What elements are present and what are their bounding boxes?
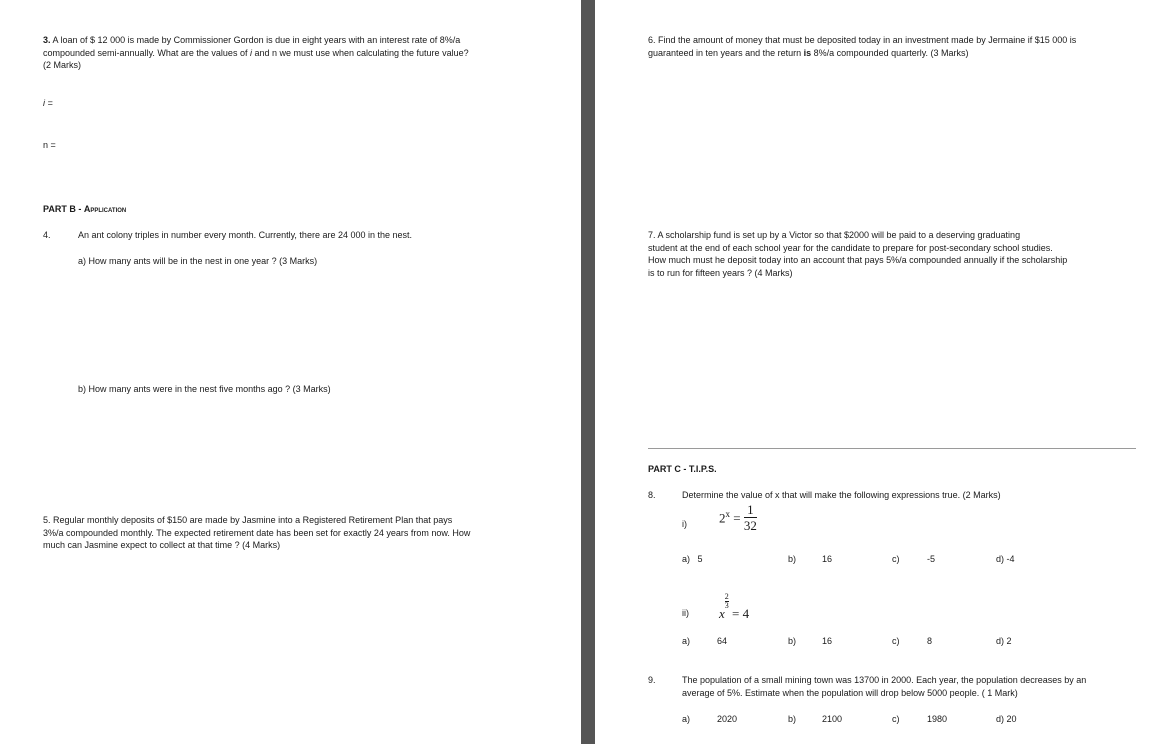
q9-option-b-value: 2100	[822, 714, 843, 724]
page-divider	[581, 0, 595, 744]
q8-ii-option-b: b)	[788, 636, 797, 646]
part-b-heading	[43, 203, 126, 216]
part-b-title: Application	[83, 204, 127, 214]
q3-marks: (2 Marks)	[43, 60, 81, 70]
q8-i-base: 2	[719, 510, 726, 526]
q3-line2b: and n we must use when calculating the future value?	[251, 47, 469, 58]
q7-line2: student at the end of each school year for the candidate to prepare for post-secondary school studies.	[648, 242, 1053, 253]
q8-i-equals: =	[733, 510, 741, 526]
q5-line2: 3%/a compounded monthly. The expected retirement date has been set for exactly 24 years from now. How	[43, 527, 471, 538]
q8-i-option-c-value: -5	[927, 554, 936, 564]
q7-line4: is to run for fifteen years ? (4 Marks)	[648, 267, 793, 278]
q8-ii-option-d: d) 2	[996, 636, 1012, 646]
q9-option-c-value: 1980	[927, 714, 948, 724]
q6-line2-bold: is	[803, 47, 812, 58]
q3-line1: A loan of $ 12 000 is made by Commissioner Gordon is due in eight years with an interest rate of 8%/a	[50, 35, 461, 45]
q8-i-option-c: c)	[892, 554, 900, 564]
q5-line1: 5. Regular monthly deposits of $150 are made by Jasmine into a Registered Retirement Plan that pays	[43, 515, 453, 525]
q8-ii-base: x	[719, 606, 725, 621]
q9-option-c: c)	[892, 714, 900, 724]
q8-i-equation	[719, 502, 757, 533]
q3-number: 3.	[43, 35, 51, 45]
q8-ii-option-a: a)	[682, 636, 691, 646]
q6-line2b: 8%/a compounded quarterly. (3 Marks)	[811, 47, 969, 58]
q4-part-b: b) How many ants were in the nest five months ago ? (3 Marks)	[78, 384, 331, 394]
q8-ii-rhs: = 4	[732, 606, 750, 621]
q8-number: 8.	[648, 490, 656, 500]
q8-i-numerator: 1	[744, 502, 757, 518]
q3-line2a: compounded semi-annually. What are the values of	[43, 47, 250, 58]
q4-part-a: a) How many ants will be in the nest in one year ? (3 Marks)	[78, 256, 318, 266]
q8-ii-option-b-value: 16	[822, 636, 833, 646]
part-c-heading: PART C - T.I.P.S.	[648, 464, 717, 474]
q8-i-option-a: a) 5	[682, 554, 703, 564]
q8-i-option-d: d) -4	[996, 554, 1015, 564]
q8-i-label: i)	[682, 519, 687, 529]
q4-number: 4.	[43, 230, 51, 240]
q8-i-denominator: 32	[743, 518, 757, 533]
question-7	[648, 229, 1148, 279]
question-6	[648, 34, 1148, 59]
q8-i-option-b: b)	[788, 554, 797, 564]
question-3	[43, 34, 543, 72]
q3-i-label: i =	[43, 98, 53, 108]
q8-ii-option-c: c)	[892, 636, 900, 646]
q7-line3: How much must he deposit today into an account that pays 5%/a compounded annually if the scholarship	[648, 255, 1068, 265]
part-b-label: PART B -	[43, 204, 84, 214]
q9-option-d: d) 20	[996, 714, 1017, 724]
q9-option-a: a)	[682, 714, 691, 724]
q6-line1: 6. Find the amount of money that must be deposited today in an investment made by Jermaine if $15 000 is	[648, 35, 1077, 45]
q9-option-b: b)	[788, 714, 797, 724]
q8-ii-exponent: $\frac{2}{3}$	[724, 592, 729, 610]
q6-line2a: guaranteed in ten years and the return	[648, 47, 804, 58]
q8-ii-label: ii)	[682, 608, 689, 618]
q3-i-italic: i	[249, 47, 252, 58]
q7-line1: 7. A scholarship fund is set up by a Victor so that $2000 will be paid to a deserving graduating	[648, 230, 1021, 240]
q8-i-option-b-value: 16	[822, 554, 833, 564]
q8-i-exponent: x	[725, 508, 730, 519]
q8-i-fraction	[744, 502, 757, 533]
q5-line3: much can Jasmine expect to collect at that time ? (4 Marks)	[43, 540, 281, 550]
q9-line1: The population of a small mining town was 13700 in 2000. Each year, the population decreases by an	[682, 675, 1087, 685]
q8-ii-equation	[719, 593, 749, 622]
q3-n-label: n =	[43, 140, 56, 150]
q9-number: 9.	[648, 675, 656, 685]
q9-line2: average of 5%. Estimate when the population will drop below 5000 people. ( 1 Mark)	[682, 687, 1018, 698]
q9-option-a-value: 2020	[717, 714, 738, 724]
q8-ii-option-a-value: 64	[717, 636, 728, 646]
q8-ii-option-c-value: 8	[927, 636, 933, 646]
q9-text	[682, 674, 1152, 699]
q4-text: An ant colony triples in number every month. Currently, there are 24 000 in the nest.	[78, 230, 413, 240]
section-rule	[648, 448, 1136, 449]
question-5	[43, 514, 543, 552]
q8-text: Determine the value of x that will make the following expressions true. (2 Marks)	[682, 490, 1001, 500]
